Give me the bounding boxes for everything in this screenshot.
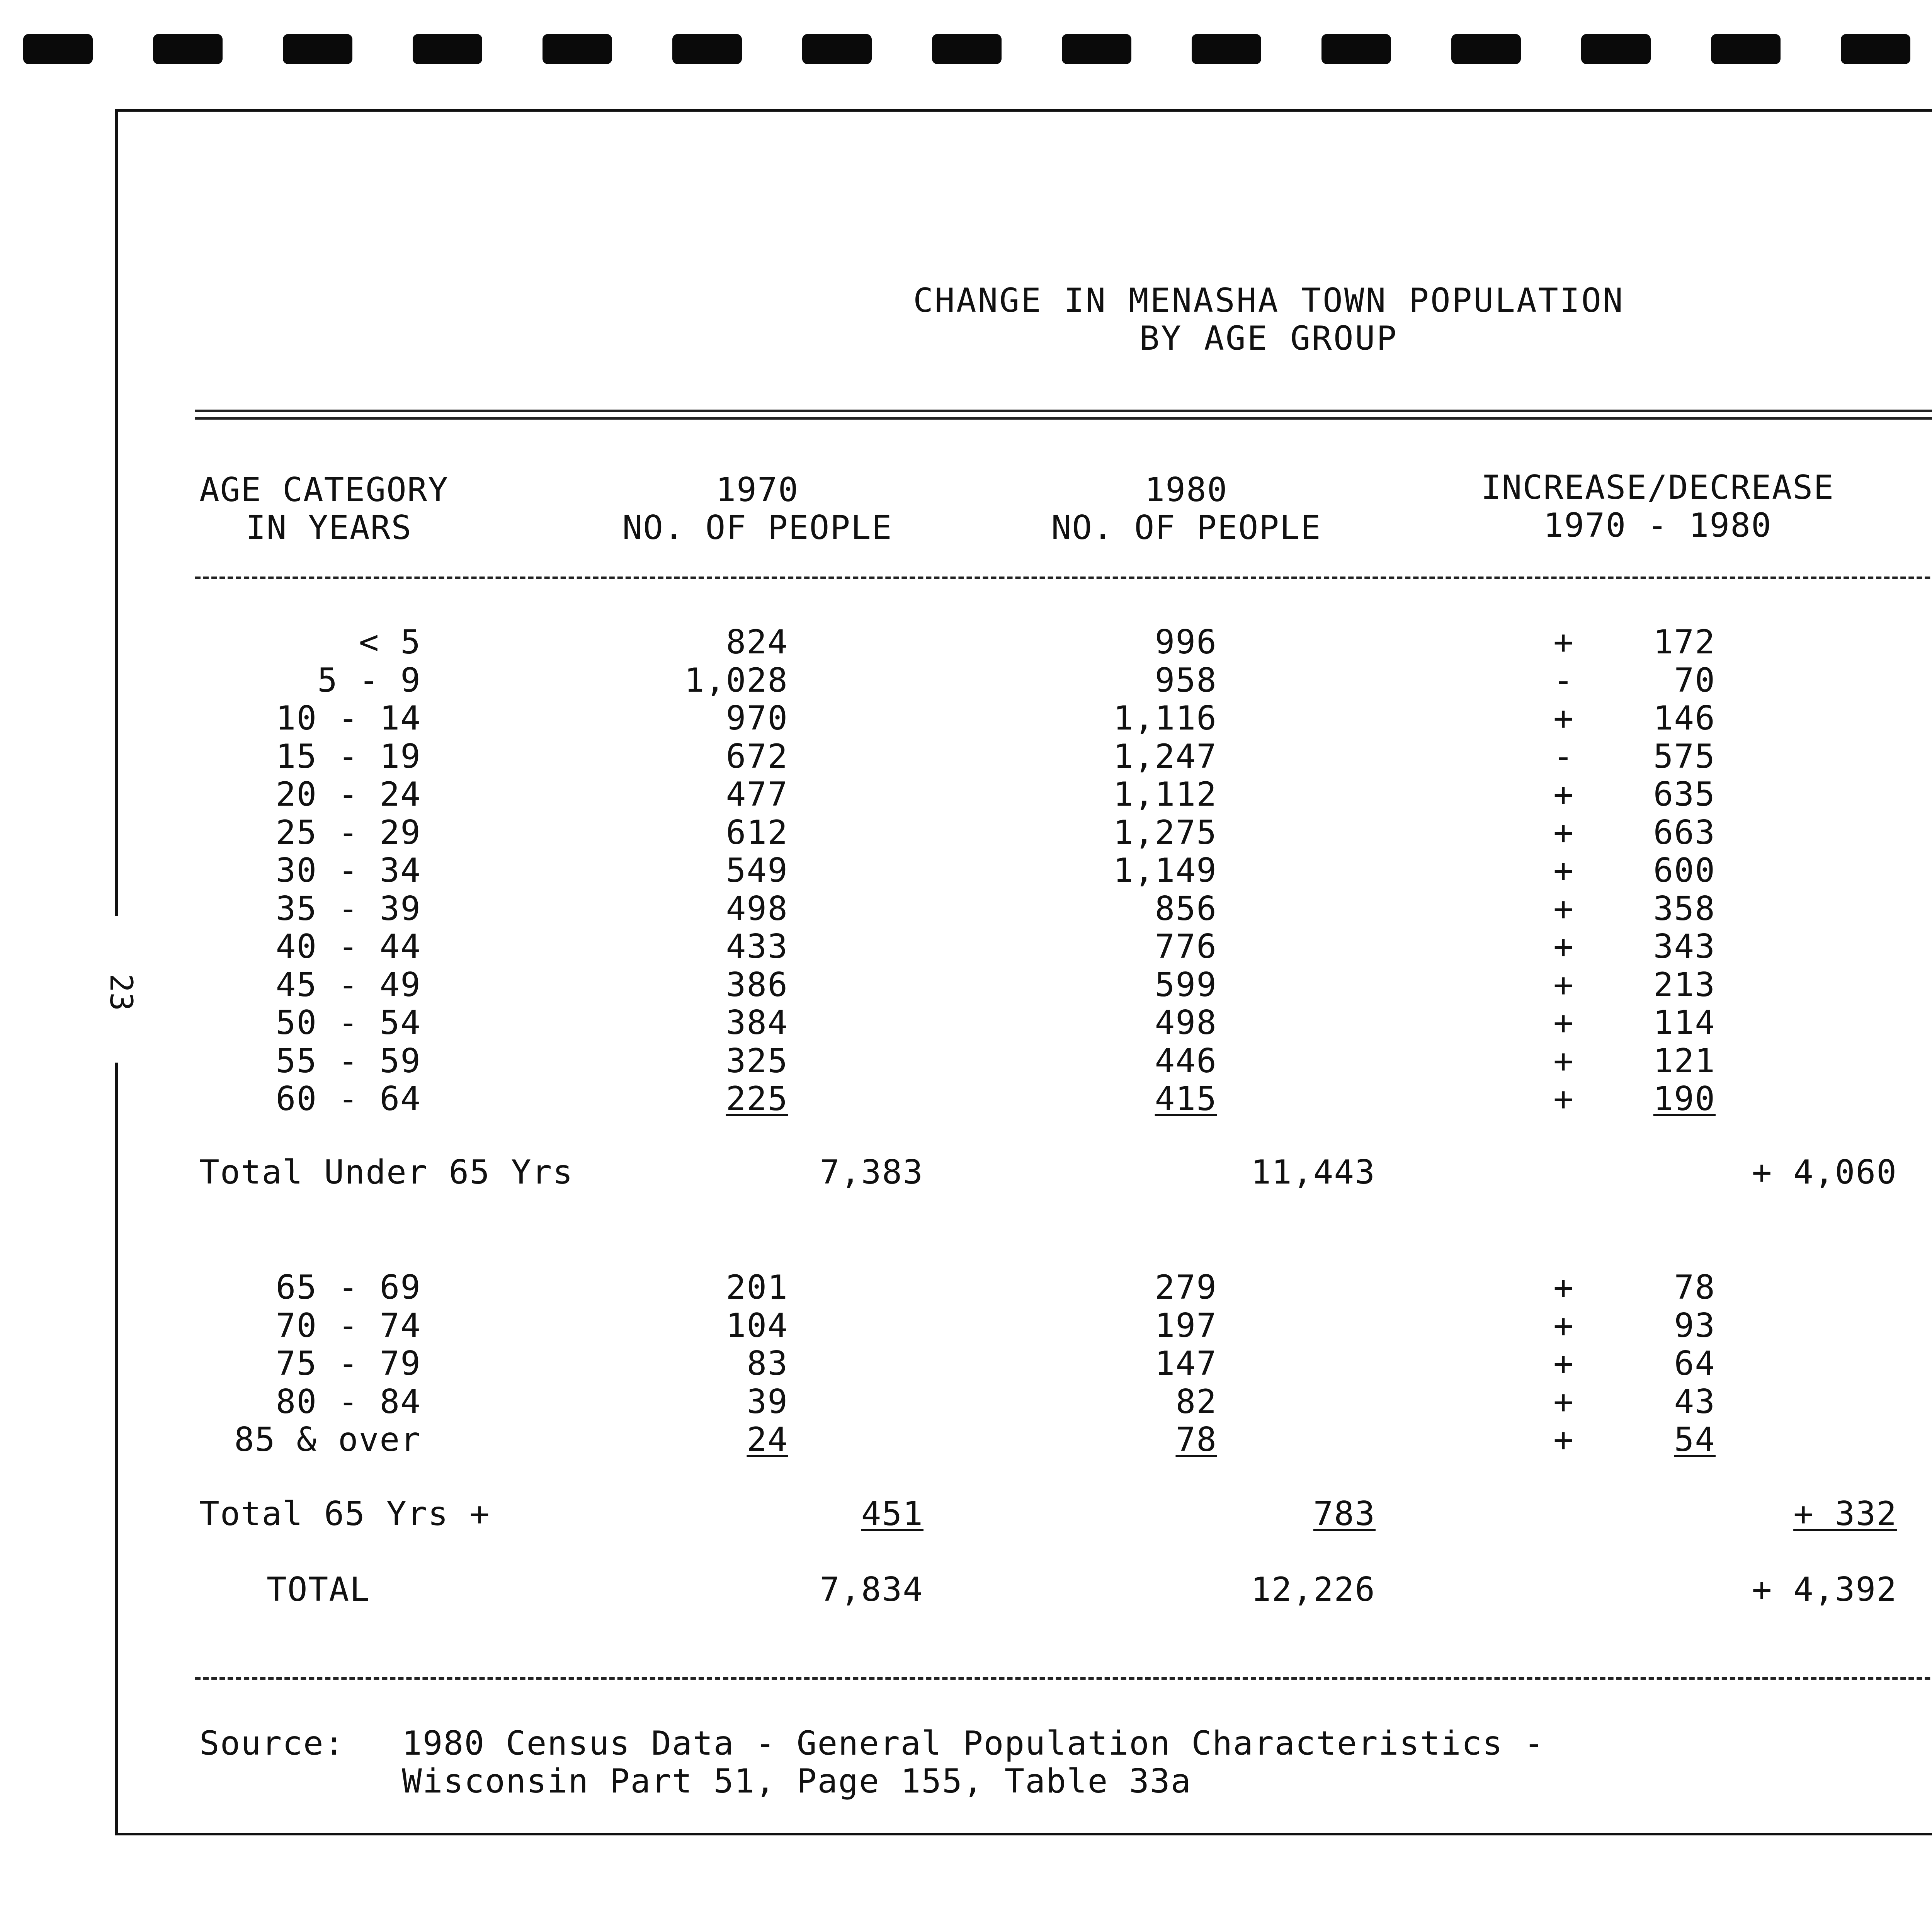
perforation-mark [413,34,482,64]
total-under65-1970: 7,383 [820,1153,923,1192]
population-1980: 996 [1155,623,1217,662]
grand-total-1970: 7,834 [820,1570,923,1609]
change-value: 64 [1674,1344,1716,1383]
header-change-line2: 1970 - 1980 [1543,506,1772,545]
footer-dashed-rule [195,1677,1932,1680]
population-1970: 672 [726,737,788,776]
change-sign: + [1553,1344,1574,1383]
change-value: 146 [1653,699,1716,738]
population-1970: 201 [726,1268,788,1307]
age-category: 10 - 14 [276,699,421,738]
change-value: 114 [1653,1003,1716,1042]
change-value: 343 [1653,927,1716,966]
perforation-mark [672,34,742,64]
source-label: Source: [199,1724,345,1763]
population-1980: 1,247 [1113,737,1217,776]
change-sign: + [1553,1306,1574,1345]
change-sign: + [1553,889,1574,928]
change-sign: + [1553,965,1574,1004]
population-1980: 147 [1155,1344,1217,1383]
total-under65-label: Total Under 65 Yrs [199,1153,573,1192]
page-number: 23 [103,974,139,1011]
age-category: 85 & over [234,1420,421,1459]
change-value: 121 [1653,1041,1716,1080]
total-65plus-1970: 451 [861,1495,923,1533]
perforation-mark [1841,34,1910,64]
population-1980: 498 [1155,1003,1217,1042]
change-value: 70 [1674,661,1716,700]
population-1980: 415 [1155,1080,1217,1118]
header-double-rule [195,410,1932,420]
perforation-mark [1192,34,1261,64]
age-category: 50 - 54 [276,1003,421,1042]
population-1970: 477 [726,775,788,814]
population-1970: 498 [726,889,788,928]
change-value: 190 [1653,1080,1716,1118]
change-sign: + [1553,1268,1574,1307]
change-sign: + [1553,775,1574,814]
perforation-mark [1711,34,1781,64]
grand-total-label: TOTAL [267,1570,371,1609]
header-1970-line2: NO. OF PEOPLE [622,509,893,547]
population-1970: 386 [726,965,788,1004]
population-1980: 279 [1155,1268,1217,1307]
source-line1: 1980 Census Data - General Population Characteristics - [402,1724,1545,1763]
perforation-mark [1451,34,1521,64]
age-category: 40 - 44 [276,927,421,966]
population-1980: 776 [1155,927,1217,966]
total-under65-1980: 11,443 [1251,1153,1376,1192]
age-category: 45 - 49 [276,965,421,1004]
change-value: 43 [1674,1382,1716,1421]
change-value: 213 [1653,965,1716,1004]
change-value: 575 [1653,737,1716,776]
population-1980: 446 [1155,1041,1217,1080]
total-65plus-label: Total 65 Yrs + [199,1495,490,1533]
header-change-line1: INCREASE/DECREASE [1481,468,1835,507]
population-1970: 39 [747,1382,788,1421]
perforation-mark [1581,34,1651,64]
change-sign: - [1553,737,1574,776]
age-category: 75 - 79 [276,1344,421,1383]
change-value: 78 [1674,1268,1716,1307]
change-sign: + [1553,1003,1574,1042]
change-sign: + [1553,1041,1574,1080]
age-category: 25 - 29 [276,813,421,852]
age-category: 5 - 9 [317,661,421,700]
perforation-mark [1062,34,1131,64]
total-65plus-change: + 332 [1793,1495,1897,1533]
document-title-line2: BY AGE GROUP [1139,319,1398,358]
change-value: 663 [1653,813,1716,852]
change-sign: + [1553,1080,1574,1118]
header-1980-line2: NO. OF PEOPLE [1051,509,1321,547]
source-line2: Wisconsin Part 51, Page 155, Table 33a [402,1762,1192,1801]
population-1970: 384 [726,1003,788,1042]
population-1970: 225 [726,1080,788,1118]
age-category: 20 - 24 [276,775,421,814]
population-1980: 1,149 [1113,851,1217,890]
population-1980: 1,275 [1113,813,1217,852]
change-sign: + [1553,927,1574,966]
change-value: 600 [1653,851,1716,890]
header-dashed-rule [195,577,1932,579]
total-65plus-1980: 783 [1313,1495,1376,1533]
header-1980-line1: 1980 [1145,471,1228,509]
population-1980: 958 [1155,661,1217,700]
perforation-mark [23,34,93,64]
population-1980: 599 [1155,965,1217,1004]
header-1970-line1: 1970 [716,471,799,509]
grand-total-1980: 12,226 [1251,1570,1376,1609]
age-category: 35 - 39 [276,889,421,928]
change-value: 93 [1674,1306,1716,1345]
age-category: 80 - 84 [276,1382,421,1421]
change-sign: + [1553,1382,1574,1421]
change-sign: + [1553,1420,1574,1459]
perforation-mark [153,34,223,64]
change-value: 358 [1653,889,1716,928]
change-sign: - [1553,661,1574,700]
change-sign: + [1553,699,1574,738]
population-1980: 82 [1175,1382,1217,1421]
population-1970: 24 [747,1420,788,1459]
document-title-line1: CHANGE IN MENASHA TOWN POPULATION [913,281,1624,320]
change-sign: + [1553,851,1574,890]
population-1970: 549 [726,851,788,890]
change-value: 54 [1674,1420,1716,1459]
population-1980: 197 [1155,1306,1217,1345]
population-1980: 1,112 [1113,775,1217,814]
population-1970: 83 [747,1344,788,1383]
age-category: < 5 [359,623,421,662]
population-1970: 104 [726,1306,788,1345]
perforation-strip [0,34,1932,65]
age-category: 70 - 74 [276,1306,421,1345]
perforation-mark [932,34,1002,64]
age-category: 60 - 64 [276,1080,421,1118]
population-1980: 78 [1175,1420,1217,1459]
perforation-mark [283,34,352,64]
header-age-line1: AGE CATEGORY [199,471,449,509]
grand-total-change: + 4,392 [1752,1570,1897,1609]
change-sign: + [1553,623,1574,662]
population-1970: 325 [726,1041,788,1080]
header-age-line2: IN YEARS [246,509,412,547]
population-1980: 1,116 [1113,699,1217,738]
age-category: 65 - 69 [276,1268,421,1307]
age-category: 55 - 59 [276,1041,421,1080]
population-1970: 970 [726,699,788,738]
age-category: 30 - 34 [276,851,421,890]
population-1970: 433 [726,927,788,966]
change-value: 635 [1653,775,1716,814]
age-category: 15 - 19 [276,737,421,776]
change-value: 172 [1653,623,1716,662]
change-sign: + [1553,813,1574,852]
population-1980: 856 [1155,889,1217,928]
total-under65-change: + 4,060 [1752,1153,1897,1192]
population-1970: 1,028 [684,661,788,700]
population-1970: 824 [726,623,788,662]
perforation-mark [543,34,612,64]
population-1970: 612 [726,813,788,852]
perforation-mark [1321,34,1391,64]
perforation-mark [802,34,872,64]
